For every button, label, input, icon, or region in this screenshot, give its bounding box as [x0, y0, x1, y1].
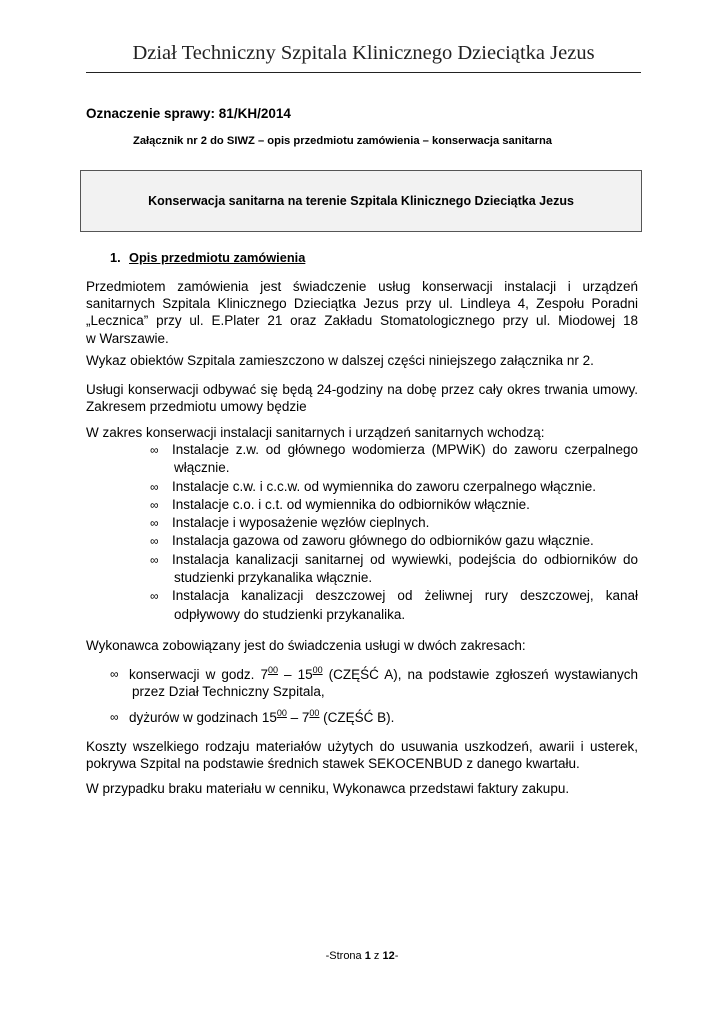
- scope-b-dash: –: [286, 710, 302, 725]
- scope-b-text: dyżurów w godzinach: [129, 710, 262, 725]
- page-footer: [0, 950, 724, 962]
- scope-b-line: [129, 709, 638, 726]
- list-item: [150, 587, 638, 624]
- list-item: [150, 532, 638, 550]
- list-item: [150, 496, 638, 514]
- paragraph-line: „Lecznica” przy ul. E.Plater 21 oraz Zakładu Stomatologicznego przy ul. Miodowej 18: [86, 313, 638, 329]
- scope-a-line: przez Dział Techniczny Szpitala,: [132, 684, 325, 699]
- list-item: [150, 551, 638, 588]
- paragraph-invoice: [86, 780, 638, 797]
- list-item: [150, 478, 638, 496]
- scope-a-text: (CZĘŚĆ A), na podstawie zgłoszeń wystawianych: [322, 667, 638, 682]
- page-header: Dział Techniczny Szpitala Klinicznego Dzieciątka Jezus: [132, 42, 595, 64]
- section-number: 1.: [110, 250, 121, 265]
- footer-page-number: 1: [364, 950, 371, 962]
- scope-list: [150, 441, 638, 624]
- list-item: [150, 441, 638, 478]
- list-item-line: Instalacja kanalizacji sanitarnej od wywiewki, podejścia do odbiorników do: [172, 551, 638, 567]
- list-item-line: Instalacje c.o. i c.t. od wymiennika do odbiorników włącznie.: [172, 496, 530, 512]
- scope-a-line: [129, 666, 638, 683]
- scope-b-minutes: 00: [309, 708, 320, 718]
- paragraph-line: pokrywa Szpital na podstawie średnich stawek SEKOCENBUD z danego kwartału.: [86, 756, 580, 772]
- scope-b-text: (CZĘŚĆ B).: [319, 710, 395, 725]
- title-box: [80, 170, 642, 232]
- infinity-bullet-icon: ∞: [110, 667, 119, 681]
- scope-a-hour: 7: [260, 667, 268, 682]
- paragraph-contractor: [86, 637, 638, 654]
- scope-b-minutes: 00: [276, 708, 287, 718]
- list-item-line: Instalacje z.w. od głównego wodomierza (MPWiK) do zaworu czerpalnego: [172, 442, 638, 457]
- list-item-line: Instalacja kanalizacji deszczowej od żeliwnej rury deszczowej, kanał: [172, 588, 638, 604]
- infinity-bullet-icon: ∞: [150, 479, 159, 494]
- footer-text: -Strona: [325, 950, 365, 962]
- list-item-line: włącznie.: [174, 460, 230, 476]
- list-item-line: Instalacja gazowa od zaworu głównego do odbiorników gazu włącznie.: [172, 533, 594, 549]
- paragraph-line: Wykonawca zobowiązany jest do świadczenia usługi w dwóch zakresach:: [86, 638, 526, 653]
- infinity-bullet-icon: ∞: [150, 534, 159, 549]
- paragraph-line: W przypadku braku materiału w cenniku, Wykonawca przedstawi faktury zakupu.: [86, 781, 570, 796]
- paragraph-subject: [86, 278, 638, 347]
- paragraph-line: sanitarnych Szpitala Klinicznego Dzieciątka Jezus przy ul. Lindleya 4, Zespołu Poradni: [86, 296, 638, 312]
- infinity-bullet-icon: ∞: [110, 710, 119, 724]
- scope-a-dash: –: [277, 667, 298, 682]
- scope-a-text: konserwacji w godz.: [129, 667, 261, 682]
- paragraph-objects: [86, 352, 638, 369]
- paragraph-scope-intro: [86, 424, 638, 441]
- list-item-line: Instalacje c.w. i c.c.w. od wymiennika do zaworu czerpalnego włącznie.: [172, 478, 596, 494]
- case-reference: Oznaczenie sprawy: 81/KH/2014: [86, 106, 291, 121]
- paragraph-line: w Warszawie.: [86, 330, 169, 346]
- header-rule: [86, 72, 641, 73]
- infinity-bullet-icon: ∞: [150, 552, 159, 567]
- scope-a-hour: 15: [297, 667, 313, 682]
- scope-a-item: [110, 666, 638, 700]
- annex-subtitle: Załącznik nr 2 do SIWZ – opis przedmiotu zamówienia – konserwacja sanitarna: [133, 135, 553, 147]
- paragraph-line: W zakres konserwacji instalacji sanitarnych i urządzeń sanitarnych wchodzą:: [86, 425, 545, 440]
- footer-text: -: [394, 950, 399, 962]
- infinity-bullet-icon: ∞: [150, 443, 159, 457]
- scope-b-hour: 15: [261, 710, 277, 725]
- list-item-line: studzienki przykanalika włącznie.: [174, 570, 373, 586]
- title-box-text: Konserwacja sanitarna na terenie Szpitala Klinicznego Dzieciątka Jezus: [148, 194, 574, 208]
- scope-b-hour: 7: [301, 710, 310, 725]
- infinity-bullet-icon: ∞: [150, 589, 159, 604]
- infinity-bullet-icon: ∞: [150, 516, 159, 531]
- infinity-bullet-icon: ∞: [150, 497, 159, 512]
- list-item-line: Instalacje i wyposażenie węzłów cieplnych.: [172, 515, 430, 531]
- paragraph-costs: [86, 738, 638, 772]
- list-item: [150, 514, 638, 532]
- scope-a-minutes: 00: [267, 665, 278, 675]
- footer-page-total: 12: [382, 950, 395, 962]
- paragraph-line: Koszty wszelkiego rodzaju materiałów użytych do usuwania uszkodzeń, awarii i usterek,: [86, 739, 638, 754]
- paragraph-line: Przedmiotem zamówienia jest świadczenie usług konserwacji instalacji i urządzeń: [86, 279, 638, 294]
- scope-b-item: [110, 709, 638, 726]
- section-title: Opis przedmiotu zamówienia: [129, 250, 306, 265]
- footer-text: z: [370, 950, 383, 962]
- paragraph-line: Zakresem przedmiotu umowy będzie: [86, 399, 307, 415]
- list-item-line: odpływowy do studzienki przykanalika.: [174, 606, 406, 622]
- paragraph-line: Usługi konserwacji odbywać się będą 24-godziny na dobę przez cały okres trwania umowy.: [86, 382, 638, 397]
- paragraph-services: [86, 381, 638, 415]
- paragraph-line: Wykaz obiektów Szpitala zamieszczono w dalszej części niniejszego załącznika nr 2.: [86, 353, 594, 368]
- scope-a-minutes: 00: [312, 665, 323, 675]
